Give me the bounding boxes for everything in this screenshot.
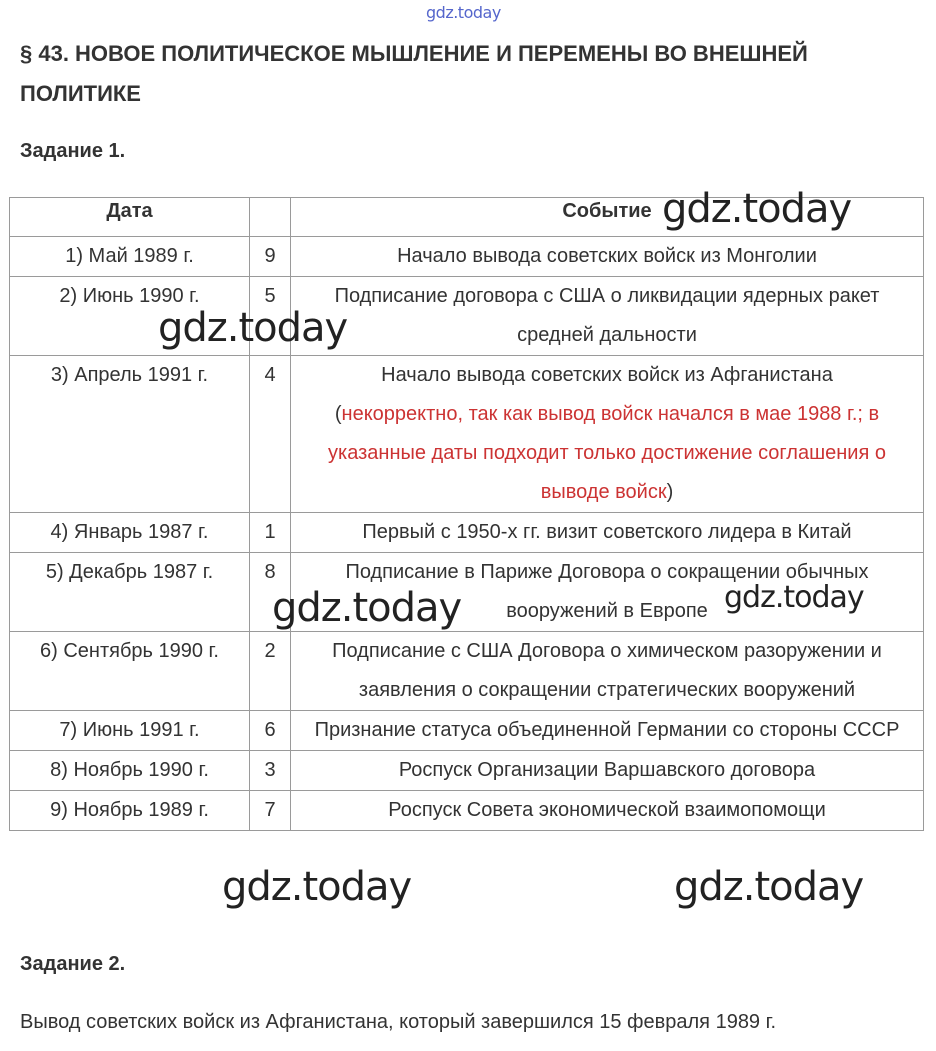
row-event: Роспуск Организации Варшавского договора (291, 751, 924, 791)
row-event: Роспуск Совета экономической взаимопомощи (291, 791, 924, 831)
row-num: 2 (250, 632, 291, 711)
row-num: 8 (250, 553, 291, 632)
table-row (10, 751, 924, 791)
row-num: 1 (250, 513, 291, 553)
correction-note: некорректно, так как вывод войск начался в мае 1988 г.; в указанные даты подходит только достижение соглашения о выводе войск (328, 403, 886, 503)
site-watermark-top: gdz.today (426, 3, 501, 22)
row-event: Подписание с США Договора о химическом разоружении и заявления о сокращении стратегических вооружений (291, 632, 924, 711)
table-row (10, 356, 924, 513)
row-date: 8) Ноябрь 1990 г. (10, 751, 250, 791)
watermark: gdz.today (158, 305, 348, 351)
table-row (10, 237, 924, 277)
row-event: Первый с 1950-х гг. визит советского лидера в Китай (291, 513, 924, 553)
row-date: 5) Декабрь 1987 г. (10, 553, 250, 632)
row-event: Начало вывода советских войск из Монголии (291, 237, 924, 277)
row-date: 9) Ноябрь 1989 г. (10, 791, 250, 831)
row-num: 4 (250, 356, 291, 513)
table-row (10, 711, 924, 751)
table-row (10, 632, 924, 711)
header-date: Дата (10, 198, 250, 237)
row-num: 5 (250, 277, 291, 356)
note-close-paren: ) (666, 481, 674, 503)
row-event: Подписание в Париже Договора о сокращении обычных вооружений в Европе (291, 553, 924, 632)
row-num: 6 (250, 711, 291, 751)
table-row (10, 791, 924, 831)
watermark: gdz.today (724, 580, 864, 615)
header-num (250, 198, 291, 237)
row-num: 3 (250, 751, 291, 791)
task-2-answer: Вывод советских войск из Афганистана, который завершился 15 февраля 1989 г. (20, 1011, 777, 1033)
row-date: 6) Сентябрь 1990 г. (10, 632, 250, 711)
row-date: 7) Июнь 1991 г. (10, 711, 250, 751)
task-2-title: Задание 2. (20, 953, 126, 975)
row-date: 2) Июнь 1990 г. (10, 277, 250, 356)
table-row (10, 553, 924, 632)
row-date: 3) Апрель 1991 г. (10, 356, 250, 513)
events-table (9, 197, 924, 831)
watermark: gdz.today (662, 186, 852, 232)
row-num: 9 (250, 237, 291, 277)
row-num: 7 (250, 791, 291, 831)
row-event-with-note (291, 356, 924, 513)
watermark: gdz.today (222, 864, 412, 910)
watermark: gdz.today (272, 585, 462, 631)
note-open-paren: ( (334, 403, 342, 425)
header-event: Событие (291, 198, 924, 237)
page-title: § 43. НОВОЕ ПОЛИТИЧЕСКОЕ МЫШЛЕНИЕ И ПЕРЕМЕНЫ ВО ВНЕШНЕЙ ПОЛИТИКЕ (20, 41, 808, 106)
watermark: gdz.today (674, 864, 864, 910)
row-date: 1) Май 1989 г. (10, 237, 250, 277)
row-event: Признание статуса объединенной Германии со стороны СССР (291, 711, 924, 751)
row-event: Подписание договора с США о ликвидации ядерных ракет средней дальности (291, 277, 924, 356)
row-date: 4) Январь 1987 г. (10, 513, 250, 553)
table-row (10, 277, 924, 356)
table-row (10, 513, 924, 553)
task-1-title: Задание 1. (20, 140, 126, 162)
row-event-text: Начало вывода советских войск из Афганистана (381, 364, 833, 386)
table-header-row (10, 198, 924, 237)
